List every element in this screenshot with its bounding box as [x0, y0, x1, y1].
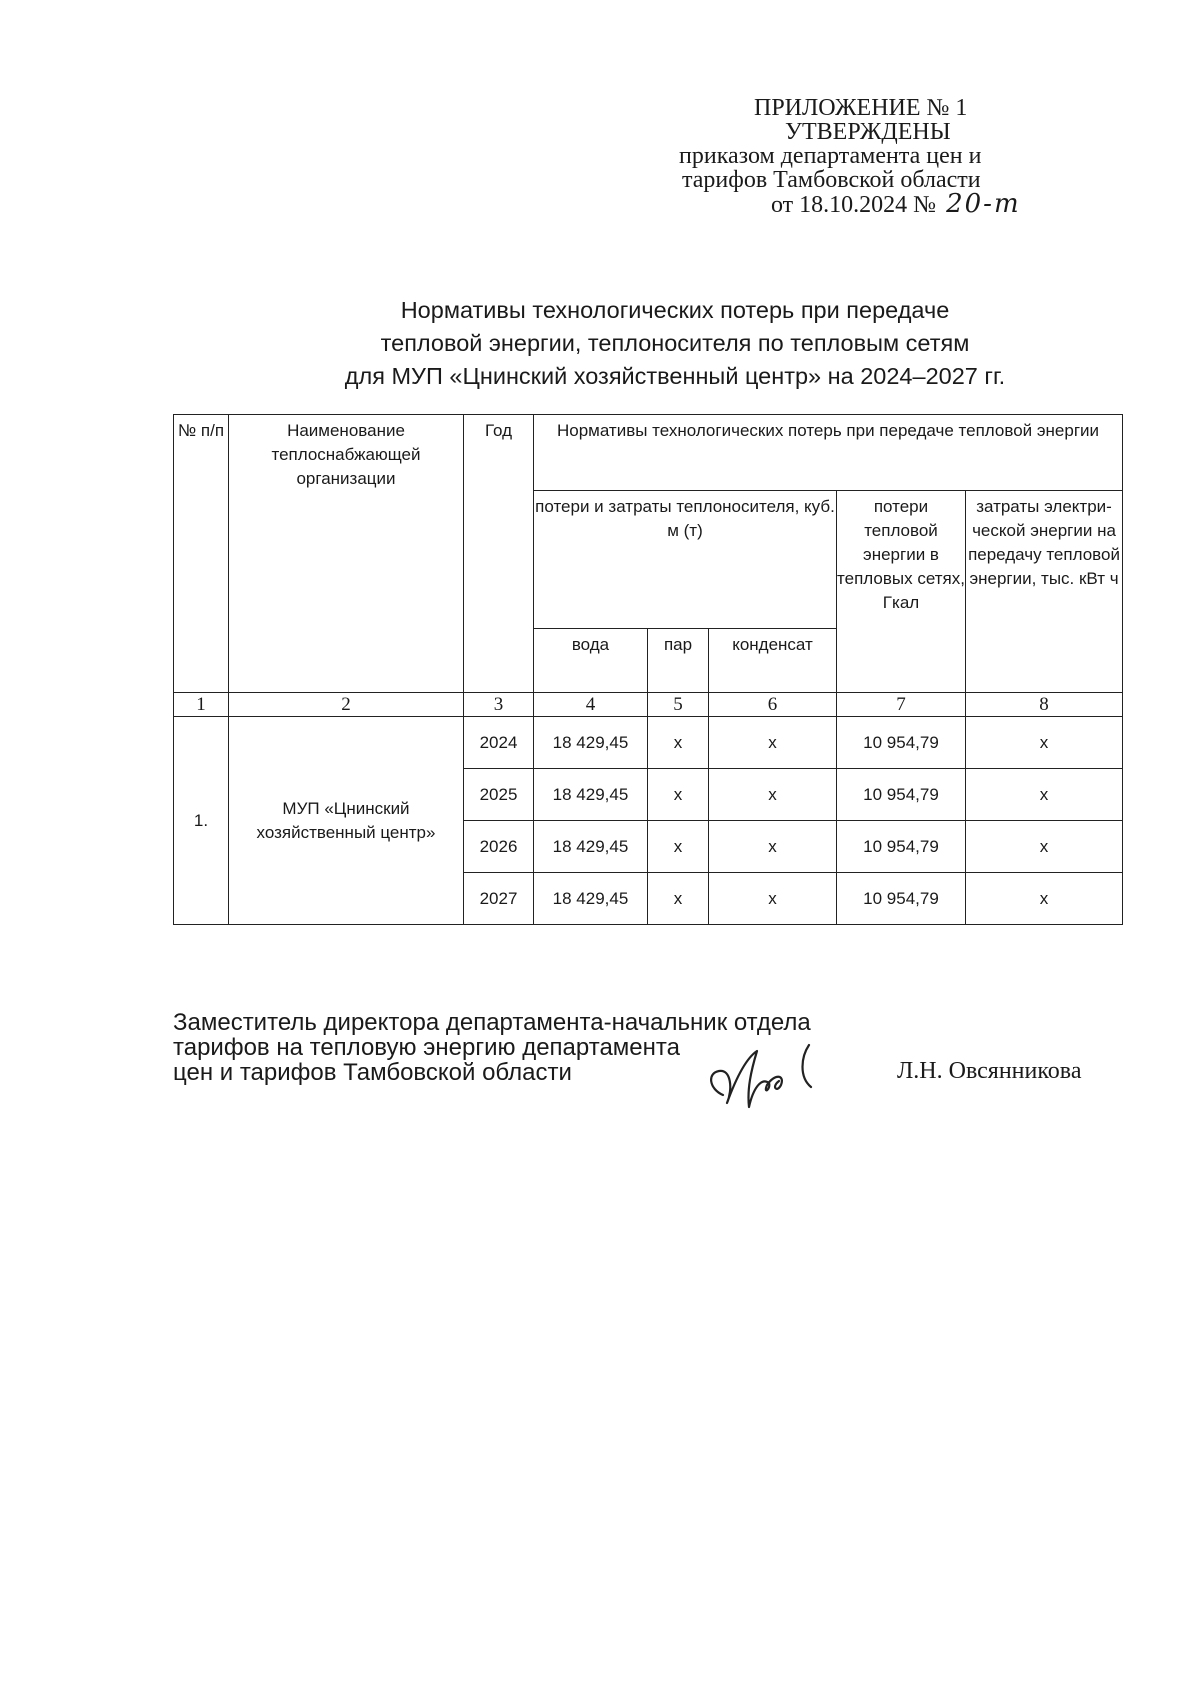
year-cell: 2024	[464, 717, 534, 769]
column-number: 6	[709, 693, 837, 717]
year-cell: 2026	[464, 821, 534, 873]
title-line-2: тепловой энергии, теплоносителя по тепловым сетям	[380, 330, 970, 356]
steam-cell: х	[648, 717, 709, 769]
appendix-heading: ПРИЛОЖЕНИЕ № 1	[754, 95, 968, 121]
heat-loss-cell: 10 954,79	[837, 821, 966, 873]
appendix-header	[640, 96, 1060, 217]
header-electricity: затраты электри-ческой энергии на передачу тепловой энергии, тыс. кВт ч	[966, 491, 1123, 693]
approval-line-2: тарифов Тамбовской области	[682, 167, 981, 193]
position-line-3: цен и тарифов Тамбовской области	[173, 1059, 572, 1086]
header-coolant: потери и затраты теплоносителя, куб. м (т)	[534, 491, 837, 629]
heat-loss-cell: 10 954,79	[837, 873, 966, 925]
steam-cell: х	[648, 873, 709, 925]
column-number: 5	[648, 693, 709, 717]
organization-name: МУП «Цнинский хозяйственный центр»	[229, 717, 464, 925]
approval-line-1: приказом департамента цен и	[679, 143, 982, 169]
order-date-line	[640, 189, 1060, 219]
column-number: 1	[174, 693, 229, 717]
header-group: Нормативы технологических потерь при передаче тепловой энергии	[534, 415, 1123, 491]
signer-name: Л.Н. Овсянникова	[897, 1058, 1082, 1084]
approved-label: УТВЕРЖДЕНЫ	[785, 119, 951, 145]
electricity-cell: х	[966, 717, 1123, 769]
row-index: 1.	[174, 717, 229, 925]
condensate-cell: х	[709, 873, 837, 925]
electricity-cell: х	[966, 821, 1123, 873]
norms-table	[173, 414, 1123, 925]
column-number: 8	[966, 693, 1123, 717]
document-title	[250, 294, 1100, 393]
heat-loss-cell: 10 954,79	[837, 769, 966, 821]
water-cell: 18 429,45	[534, 769, 648, 821]
steam-cell: х	[648, 769, 709, 821]
column-number: 3	[464, 693, 534, 717]
water-cell: 18 429,45	[534, 717, 648, 769]
condensate-cell: х	[709, 717, 837, 769]
order-date: от 18.10.2024 №	[771, 192, 937, 218]
electricity-cell: х	[966, 873, 1123, 925]
position-line-1: Заместитель директора департамента-начальник отдела	[173, 1009, 811, 1036]
position-line-2: тарифов на тепловую энергию департамента	[173, 1034, 680, 1061]
header-year: Год	[464, 415, 534, 693]
column-number-row	[174, 693, 1123, 717]
handwritten-signature	[705, 1037, 855, 1115]
condensate-cell: х	[709, 821, 837, 873]
header-heat-loss: потери тепловой энергии в тепловых сетях, Гкал	[837, 491, 966, 693]
year-cell: 2025	[464, 769, 534, 821]
electricity-cell: х	[966, 769, 1123, 821]
column-number: 7	[837, 693, 966, 717]
header-num: № п/п	[174, 415, 229, 693]
handwritten-order-number: 20-т	[946, 189, 1021, 219]
condensate-cell: х	[709, 769, 837, 821]
title-line-3: для МУП «Цнинский хозяйственный центр» на 2024–2027 гг.	[344, 363, 1006, 389]
column-number: 2	[229, 693, 464, 717]
header-steam: пар	[648, 629, 709, 693]
table-row	[174, 717, 1123, 769]
title-line-1: Нормативы технологических потерь при передаче	[400, 297, 950, 323]
column-number: 4	[534, 693, 648, 717]
heat-loss-cell: 10 954,79	[837, 717, 966, 769]
header-condensate: конденсат	[709, 629, 837, 693]
year-cell: 2027	[464, 873, 534, 925]
header-water: вода	[534, 629, 648, 693]
water-cell: 18 429,45	[534, 873, 648, 925]
steam-cell: х	[648, 821, 709, 873]
water-cell: 18 429,45	[534, 821, 648, 873]
header-organization: Наименование теплоснабжающей организации	[229, 415, 464, 693]
